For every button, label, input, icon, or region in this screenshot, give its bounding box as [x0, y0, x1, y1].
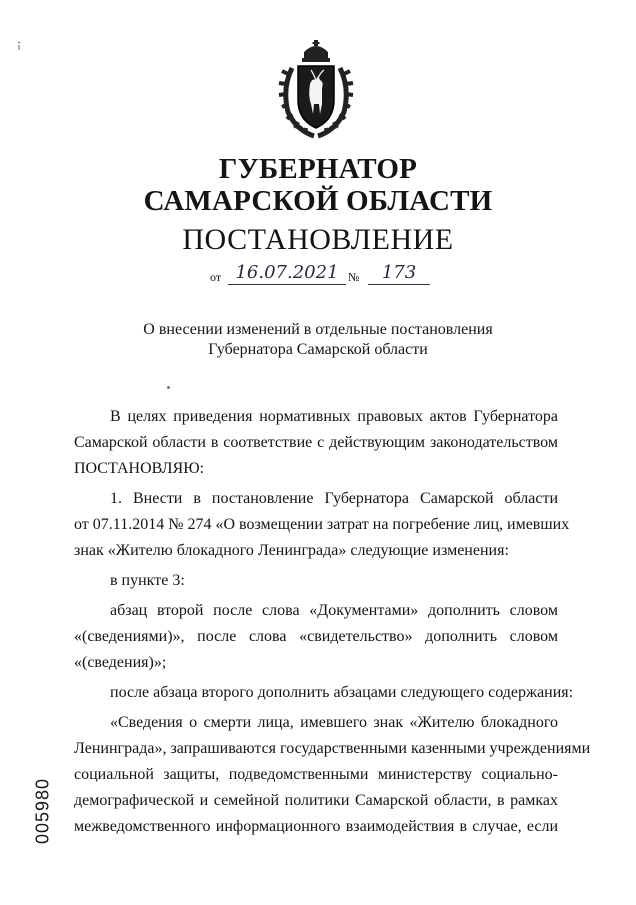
document-body	[74, 404, 591, 840]
document-type: ПОСТАНОВЛЕНИЕ	[182, 223, 454, 256]
body-line: от 07.11.2014 № 274 «О возмещении затрат на погребение лиц, имевших	[74, 516, 570, 533]
body-line: демографической и семейной политики Самарской области, в рамках	[74, 792, 558, 809]
body-line: В целях приведения нормативных правовых актов Губернатора	[110, 408, 558, 425]
body-line: Самарской области в соответствие с действующим законодательством	[74, 434, 558, 451]
body-line: ПОСТАНОВЛЯЮ:	[74, 460, 205, 477]
document-subject	[0, 320, 636, 360]
subject-line: О внесении изменений в отдельные постановления	[143, 321, 493, 338]
subject-line: Губернатора Самарской области	[208, 341, 428, 358]
body-line: после абзаца второго дополнить абзацами следующего содержания:	[110, 684, 574, 701]
body-line: социальной защиты, подведомственными министерству социально-	[74, 766, 558, 783]
date-prefix: от	[210, 270, 222, 284]
body-line: абзац второй после слова «Документами» дополнить словом	[110, 602, 558, 619]
samara-coat-of-arms-icon	[274, 38, 358, 140]
body-line: знак «Жителю блокадного Ленинграда» следующие изменения:	[74, 542, 509, 559]
body-line: «(сведениями)», после слова «свидетельство» дополнить словом	[74, 628, 558, 645]
body-line: «Сведения о смерти лица, имевшего знак «Жителю блокадного	[110, 714, 558, 731]
date-number-line	[210, 262, 440, 286]
body-line: Ленинграда», запрашиваются государственными казенными учреждениями	[74, 740, 591, 757]
issuer-title: ГУБЕРНАТОР	[218, 153, 418, 185]
body-line: межведомственного информационного взаимодействия в случае, если	[74, 818, 558, 835]
scan-mark	[16, 40, 24, 52]
document-number: 173	[368, 262, 430, 285]
scan-speck	[167, 386, 170, 389]
body-line: в пункте 3:	[110, 572, 185, 589]
body-line: «(сведения)»;	[74, 654, 167, 671]
number-prefix: №	[348, 270, 360, 284]
body-line: 1. Внести в постановление Губернатора Самарской области	[110, 490, 558, 507]
registration-side-number: 005980	[32, 777, 53, 845]
document-date: 16.07.2021	[228, 262, 346, 285]
issuer-region: САМАРСКОЙ ОБЛАСТИ	[143, 185, 493, 217]
